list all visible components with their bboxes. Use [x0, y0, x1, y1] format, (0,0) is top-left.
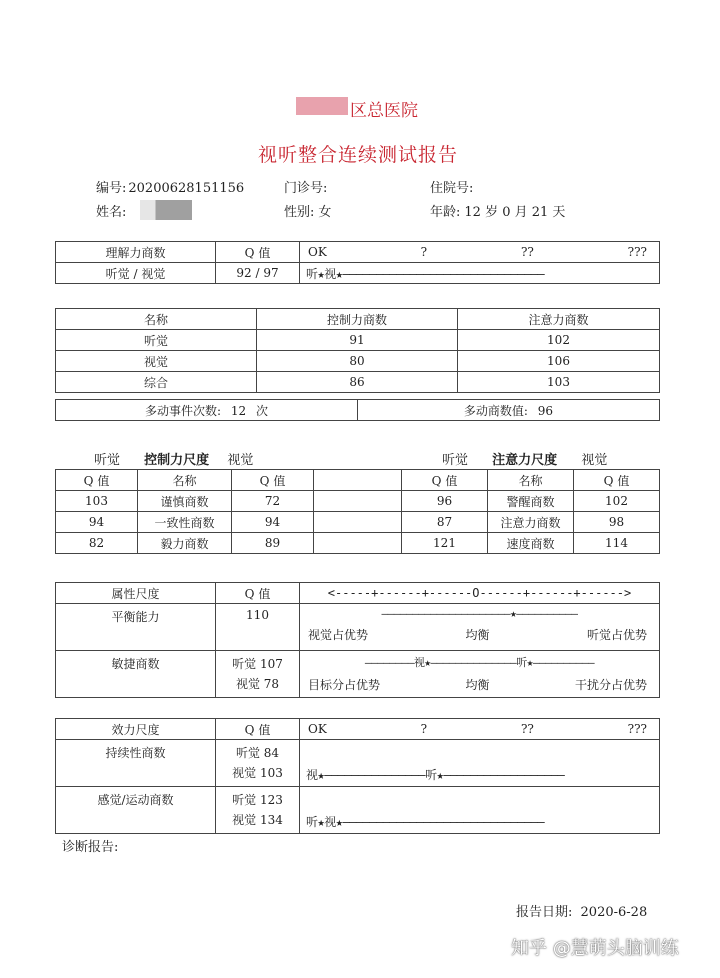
- table-row: [56, 512, 660, 533]
- multi-events-value: 12: [230, 403, 247, 418]
- age-value: 12 岁 0 月 21 天: [464, 205, 566, 220]
- age-label: 年龄:: [430, 205, 461, 220]
- scale-interference: 干扰分占优势: [574, 678, 647, 692]
- diagnosis-label: 诊断报告:: [62, 840, 119, 855]
- row-name: 听觉: [56, 330, 257, 351]
- attention-scale-title: [442, 449, 607, 468]
- sustain-label: 持续性商数: [56, 740, 216, 787]
- cell: 谨慎商数: [138, 491, 232, 512]
- table-row: [56, 372, 660, 393]
- comprehension-row-q: 92 / 97: [216, 263, 300, 284]
- scale-q3: ???: [627, 245, 647, 259]
- q-header: Q 值: [216, 242, 300, 263]
- col-q: Q 值: [574, 470, 660, 491]
- attention-left-label: 听觉: [442, 453, 469, 468]
- cell: 96: [402, 491, 488, 512]
- control-title: 控制力尺度: [144, 453, 210, 468]
- scales-table: [55, 469, 660, 554]
- gender-value: 女: [318, 205, 332, 220]
- scale-q2: ??: [520, 245, 534, 259]
- sustain-marker: 视★———————————————听★——————————————————: [300, 740, 660, 787]
- scale-visual: 视觉占优势: [308, 628, 369, 642]
- hospital-name: 区总医院: [350, 101, 418, 121]
- row-control: 91: [257, 330, 458, 351]
- report-date-label: 报告日期:: [516, 905, 573, 920]
- cell: 121: [402, 533, 488, 554]
- attention-title: 注意力尺度: [492, 453, 558, 468]
- name-label: 姓名:: [96, 205, 127, 220]
- row-control: 80: [257, 351, 458, 372]
- col-q: Q 值: [232, 470, 314, 491]
- cell: 87: [402, 512, 488, 533]
- report-title: 视听整合连续测试报告: [258, 144, 459, 166]
- quotients-header-name: 名称: [56, 309, 257, 330]
- cell: 一致性商数: [138, 512, 232, 533]
- table-row: [56, 491, 660, 512]
- watermark: 知乎 @慧萌头脑训练: [511, 938, 679, 959]
- efficacy-header: 效力尺度: [56, 719, 216, 740]
- control-scale-title: [94, 449, 253, 468]
- clinic-label: 门诊号:: [284, 181, 328, 196]
- multi-events-unit: 次: [255, 403, 268, 418]
- cell: 警醒商数: [488, 491, 574, 512]
- q-header: Q 值: [216, 719, 300, 740]
- control-right-label: 视觉: [227, 453, 254, 468]
- cell: 94: [56, 512, 138, 533]
- q-header: Q 值: [216, 583, 300, 604]
- cell: 98: [574, 512, 660, 533]
- multi-quotient-label: 多动商数值:: [463, 403, 528, 418]
- row-control: 86: [257, 372, 458, 393]
- cell: 89: [232, 533, 314, 554]
- cell: 102: [574, 491, 660, 512]
- cell: 103: [56, 491, 138, 512]
- comprehension-table: [55, 241, 660, 284]
- control-left-label: 听觉: [94, 453, 121, 468]
- quotients-header-attention: 注意力商数: [458, 309, 660, 330]
- hospital-name-redaction: [296, 97, 348, 115]
- balance-label: 平衡能力: [56, 604, 216, 651]
- cell: 速度商数: [488, 533, 574, 554]
- agility-q-auditory: 听觉 107: [232, 657, 283, 671]
- quotients-header-control: 控制力商数: [257, 309, 458, 330]
- col-name: 名称: [488, 470, 574, 491]
- scale-ok: OK: [308, 245, 327, 259]
- scale-q1: ?: [420, 245, 428, 259]
- row-attention: 103: [458, 372, 660, 393]
- table-row: [56, 351, 660, 372]
- cell: 82: [56, 533, 138, 554]
- col-q: Q 值: [402, 470, 488, 491]
- scale-target: 目标分占优势: [308, 678, 381, 692]
- comprehension-marker: 听★视★——————————————————————————————: [300, 263, 660, 284]
- row-attention: 106: [458, 351, 660, 372]
- attributes-header: 属性尺度: [56, 583, 216, 604]
- agility-q-visual: 视觉 78: [235, 677, 280, 691]
- efficacy-table: [55, 718, 660, 834]
- table-row: [56, 533, 660, 554]
- id-label: 编号:: [96, 181, 127, 196]
- col-q: Q 值: [56, 470, 138, 491]
- comprehension-row-label: 听觉 / 视觉: [56, 263, 216, 284]
- attributes-table: [55, 582, 660, 698]
- attribute-axis: <-----+------+------O------+------+------>: [300, 583, 660, 604]
- cell: 注意力商数: [488, 512, 574, 533]
- balance-marker: —————————————————————★——————————: [381, 607, 578, 620]
- row-name: 视觉: [56, 351, 257, 372]
- multi-events-table: [55, 399, 660, 421]
- row-name: 综合: [56, 372, 257, 393]
- agility-marker: ————————视★——————————————听★——————————: [364, 656, 595, 669]
- sustain-q-auditory: 听觉 84: [235, 746, 280, 760]
- agility-label: 敏捷商数: [56, 651, 216, 698]
- comprehension-header: 理解力商数: [56, 242, 216, 263]
- report-date: [516, 901, 647, 920]
- scale-balance: 均衡: [465, 678, 490, 692]
- col-name: 名称: [138, 470, 232, 491]
- cell: 94: [232, 512, 314, 533]
- scale-q3: ???: [627, 722, 647, 736]
- gender-label: 性别:: [284, 205, 315, 220]
- cell: 毅力商数: [138, 533, 232, 554]
- scale-q2: ??: [520, 722, 534, 736]
- cell: 72: [232, 491, 314, 512]
- sensory-q-auditory: 听觉 123: [232, 793, 283, 807]
- scale-balance: 均衡: [465, 628, 490, 642]
- report-date-value: 2020-6-28: [580, 905, 648, 920]
- table-row: [56, 330, 660, 351]
- cell: 114: [574, 533, 660, 554]
- sensory-label: 感觉/运动商数: [56, 787, 216, 834]
- id-value: 20200628151156: [128, 181, 245, 196]
- scale-auditory: 听觉占优势: [586, 628, 647, 642]
- multi-events-label: 多动事件次数:: [145, 403, 222, 418]
- scale-q1: ?: [420, 722, 428, 736]
- patient-name-redaction: [140, 200, 192, 220]
- row-attention: 102: [458, 330, 660, 351]
- quotients-table: [55, 308, 660, 393]
- sensory-marker: 听★视★——————————————————————————————: [300, 787, 660, 834]
- inpatient-label: 住院号:: [430, 181, 474, 196]
- scale-ok: OK: [308, 722, 327, 736]
- sensory-q-visual: 视觉 134: [232, 813, 283, 827]
- balance-q: 110: [216, 604, 300, 651]
- sustain-q-visual: 视觉 103: [232, 766, 283, 780]
- multi-quotient-value: 96: [537, 403, 554, 418]
- attention-right-label: 视觉: [581, 453, 608, 468]
